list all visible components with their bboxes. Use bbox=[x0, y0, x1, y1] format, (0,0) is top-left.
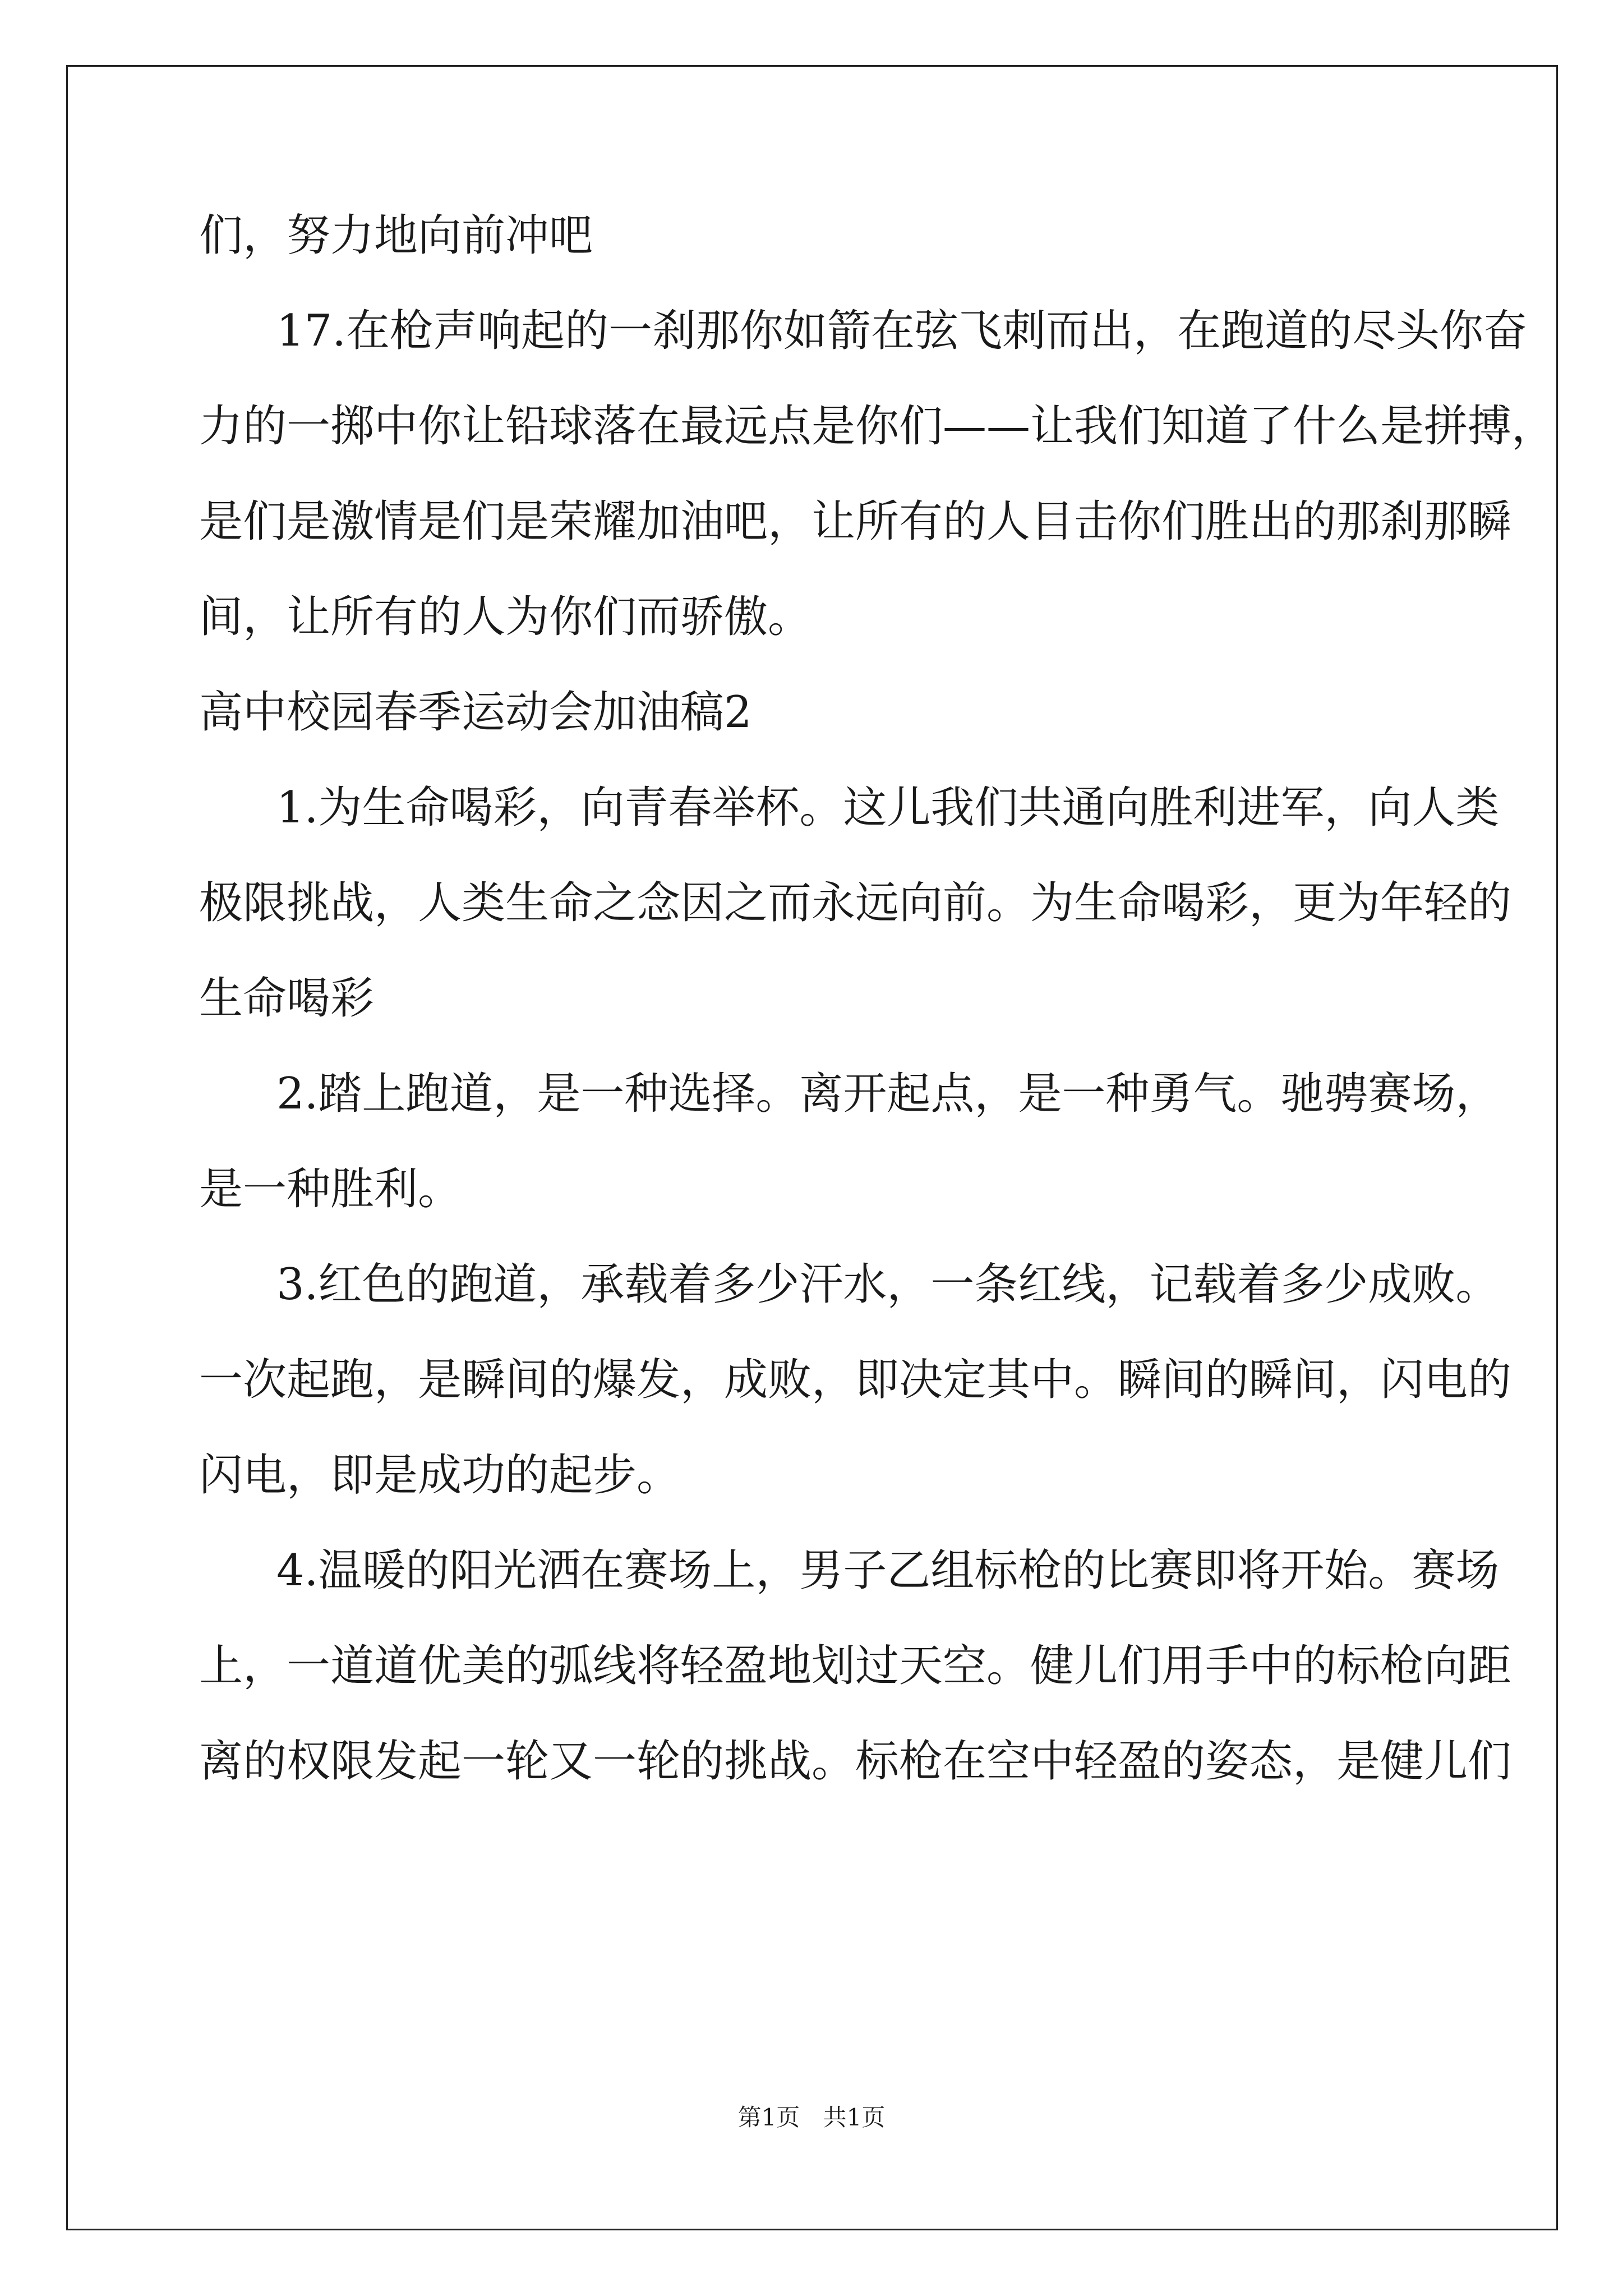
section-heading: 高中校园春季运动会加油稿2 bbox=[199, 687, 752, 738]
text-line: 是一种胜利。 bbox=[199, 1164, 462, 1214]
text-line: 是们是激情是们是荣耀加油吧，让所有的人目击你们胜出的那刹那瞬 bbox=[199, 496, 1512, 547]
text-line: 3.红色的跑道，承载着多少汗水，一条红线，记载着多少成败。 bbox=[276, 1259, 1500, 1310]
text-line: 生命喝彩 bbox=[199, 973, 375, 1024]
text-line: 力的一掷中你让铅球落在最远点是你们——让我们知道了什么是拼搏， bbox=[199, 401, 1556, 452]
text-line: 闪电，即是成功的起步。 bbox=[199, 1450, 681, 1501]
page-border bbox=[66, 65, 1558, 2230]
text-line: 一次起跑，是瞬间的爆发，成败，即决定其中。瞬间的瞬间，闪电的 bbox=[199, 1355, 1512, 1405]
text-line: 17.在枪声响起的一刹那你如箭在弦飞刺而出，在跑道的尽头你奋 bbox=[276, 306, 1528, 356]
text-line: 1.为生命喝彩，向青春举杯。这儿我们共通向胜利进军，向人类 bbox=[276, 783, 1500, 833]
text-line: 2.踏上跑道，是一种选择。离开起点，是一种勇气。驰骋赛场， bbox=[276, 1069, 1500, 1119]
text-line: 4.温暖的阳光洒在赛场上，男子乙组标枪的比赛即将开始。赛场 bbox=[276, 1545, 1500, 1596]
text-line: 上，一道道优美的弧线将轻盈地划过天空。健儿们用手中的标枪向距 bbox=[199, 1641, 1512, 1691]
text-line: 们，努力地向前冲吧 bbox=[199, 210, 593, 261]
text-line: 间，让所有的人为你们而骄傲。 bbox=[199, 592, 812, 642]
page-footer bbox=[0, 2101, 1623, 2134]
text-line: 极限挑战，人类生命之念因之而永远向前。为生命喝彩，更为年轻的 bbox=[199, 878, 1512, 928]
page-total: 共1页 bbox=[823, 2104, 886, 2131]
text-line: 离的权限发起一轮又一轮的挑战。标枪在空中轻盈的姿态，是健儿们 bbox=[199, 1736, 1512, 1787]
page-number: 第1页 bbox=[737, 2104, 800, 2131]
